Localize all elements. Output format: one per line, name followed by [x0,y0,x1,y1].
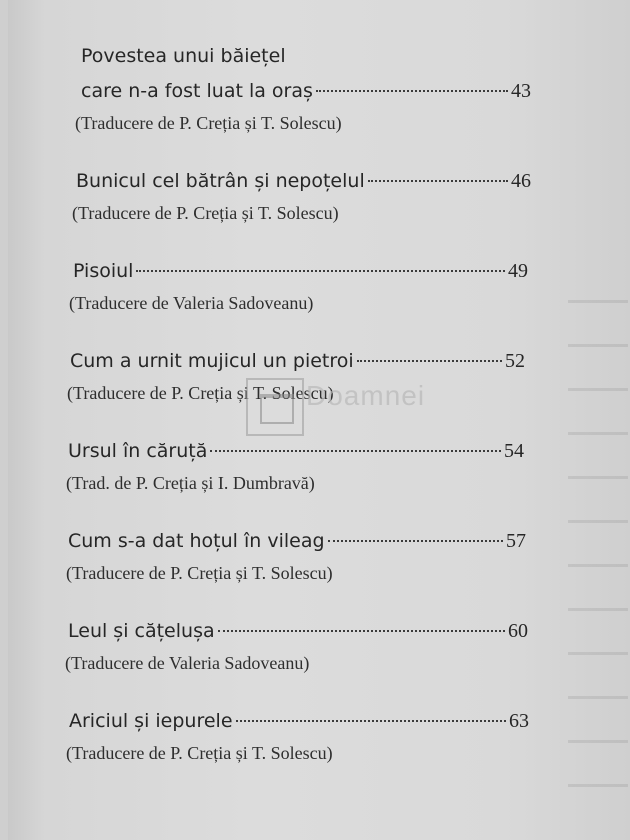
page-number: 63 [509,710,529,732]
entry-title-line1: Povestea unui băiețel [81,45,286,67]
entry-title-line [68,530,526,553]
page-number: 60 [508,620,528,642]
entry-title: Cum a urnit mujicul un pietroi [70,350,354,372]
entry-title: Cum s-a dat hoțul în vileag [68,530,325,552]
entry-title: care n-a fost luat la oraș [81,80,313,102]
entry-title-line [73,260,528,283]
entry-translator: (Traducere de P. Creția și T. Solescu) [66,563,333,583]
page-number: 46 [511,170,531,192]
entry-title: Pisoiul [73,260,134,282]
dot-leader [328,540,503,542]
page-number: 52 [505,350,525,372]
entry-translator: (Traducere de P. Creția și T. Solescu) [72,203,339,223]
entry-title: Bunicul cel bătrân și nepoțelul [76,170,365,192]
entry-title: Ariciul și iepurele [69,710,233,732]
entry-translator: (Traducere de P. Creția și T. Solescu) [67,383,334,403]
entry-translator: (Traducere de P. Creția și T. Solescu) [75,113,342,133]
dot-leader [136,270,505,272]
watermark-text: Doamnei [306,380,426,411]
entry-title-line [81,80,531,103]
entry-title-line [76,170,531,193]
entry-translator: (Trad. de P. Creția și I. Dumbravă) [66,473,315,493]
entry-title-line [68,440,524,463]
dot-leader [357,360,502,362]
entry-title: Ursul în căruță [68,440,208,462]
entry-title-line [69,710,529,733]
book-page [8,0,630,840]
page-number: 49 [508,260,528,282]
dot-leader [316,90,508,92]
entry-translator: (Traducere de Valeria Sadoveanu) [69,293,314,313]
page-number: 57 [506,530,526,552]
dot-leader [218,630,505,632]
entry-title: Leul și cățelușa [68,620,215,642]
entry-translator: (Traducere de Valeria Sadoveanu) [65,653,310,673]
entry-title-line [68,620,528,643]
page-number: 54 [504,440,524,462]
table-of-contents [8,0,630,840]
dot-leader [210,450,501,452]
entry-title-line [70,350,525,373]
entry-translator: (Traducere de P. Creția și T. Solescu) [66,743,333,763]
dot-leader [236,720,506,722]
dot-leader [368,180,508,182]
watermark-logo-icon [246,378,304,436]
page-number: 43 [511,80,531,102]
